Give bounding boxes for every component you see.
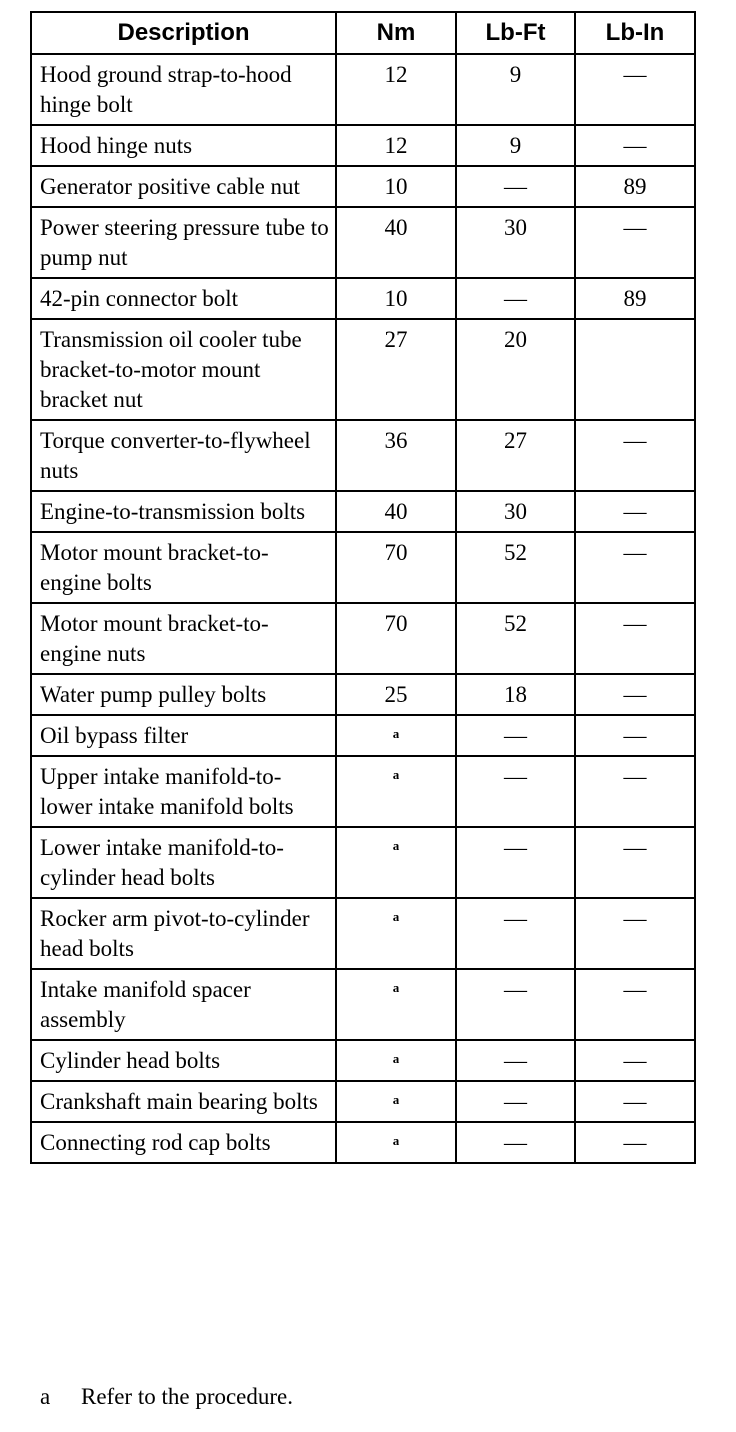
row-nm: 10 (336, 278, 456, 319)
table-row (31, 898, 695, 969)
row-description: Crankshaft main bearing bolts (31, 1081, 336, 1122)
row-description: Cylinder head bolts (31, 1040, 336, 1081)
row-lbin: — (575, 54, 695, 125)
table-row (31, 1040, 695, 1081)
row-nm: 12 (336, 54, 456, 125)
table-row (31, 1122, 695, 1163)
row-lbin: — (575, 491, 695, 532)
row-lbft: 30 (456, 491, 575, 532)
row-description: Power steering pressure tube to pump nut (31, 207, 336, 278)
row-description: 42-pin connector bolt (31, 278, 336, 319)
row-lbft: 52 (456, 532, 575, 603)
row-nm: 10 (336, 166, 456, 207)
row-lbft: — (456, 1122, 575, 1163)
row-description: Lower intake manifold-to-cylinder head bolts (31, 827, 336, 898)
row-lbin: — (575, 1040, 695, 1081)
row-lbin: — (575, 827, 695, 898)
row-description: Connecting rod cap bolts (31, 1122, 336, 1163)
row-lbft: — (456, 1040, 575, 1081)
row-description: Oil bypass filter (31, 715, 336, 756)
header-row (31, 12, 695, 54)
row-lbin: — (575, 532, 695, 603)
torque-spec-table (30, 11, 696, 1164)
table-row (31, 319, 695, 420)
row-description: Engine-to-transmission bolts (31, 491, 336, 532)
row-lbin: — (575, 756, 695, 827)
row-description: Hood ground strap-to-hood hinge bolt (31, 54, 336, 125)
row-lbin: — (575, 715, 695, 756)
row-lbin: — (575, 125, 695, 166)
header-nm: Nm (336, 12, 456, 54)
row-nm: 12 (336, 125, 456, 166)
row-nm: 40 (336, 491, 456, 532)
table-row (31, 54, 695, 125)
row-lbft: 52 (456, 603, 575, 674)
footnote-text: Refer to the procedure. (81, 1384, 294, 1409)
header-description: Description (31, 12, 336, 54)
table-row (31, 756, 695, 827)
row-description: Motor mount bracket-to-engine bolts (31, 532, 336, 603)
table-row (31, 827, 695, 898)
row-lbft: 30 (456, 207, 575, 278)
table-row (31, 603, 695, 674)
row-nm: 70 (336, 532, 456, 603)
row-nm: a (336, 969, 456, 1040)
row-nm: a (336, 1040, 456, 1081)
table-row (31, 532, 695, 603)
row-description: Generator positive cable nut (31, 166, 336, 207)
row-lbft: — (456, 166, 575, 207)
row-lbin: — (575, 1081, 695, 1122)
row-nm: 27 (336, 319, 456, 420)
row-lbin: — (575, 1122, 695, 1163)
table-row (31, 715, 695, 756)
row-lbin: — (575, 603, 695, 674)
footnote-mark: a (40, 1384, 51, 1409)
row-lbft: 9 (456, 54, 575, 125)
row-nm: a (336, 715, 456, 756)
table-row (31, 1081, 695, 1122)
row-nm: a (336, 756, 456, 827)
row-lbft: 20 (456, 319, 575, 420)
row-nm: 40 (336, 207, 456, 278)
row-description: Upper intake manifold-to-lower intake manifold bolts (31, 756, 336, 827)
header-lbft: Lb-Ft (456, 12, 575, 54)
row-lbft: — (456, 756, 575, 827)
row-nm: 25 (336, 674, 456, 715)
row-lbin: 89 (575, 166, 695, 207)
row-description: Water pump pulley bolts (31, 674, 336, 715)
row-lbft: 18 (456, 674, 575, 715)
row-lbft: — (456, 278, 575, 319)
row-nm: 70 (336, 603, 456, 674)
table-row (31, 207, 695, 278)
row-lbin: — (575, 898, 695, 969)
row-lbft: — (456, 715, 575, 756)
row-lbft: — (456, 827, 575, 898)
row-nm: 36 (336, 420, 456, 491)
row-description: Transmission oil cooler tube bracket-to-motor mount bracket nut (31, 319, 336, 420)
row-lbin: — (575, 674, 695, 715)
row-description: Motor mount bracket-to-engine nuts (31, 603, 336, 674)
row-lbft: 27 (456, 420, 575, 491)
table-row (31, 125, 695, 166)
row-lbft: 9 (456, 125, 575, 166)
table-row (31, 420, 695, 491)
row-nm: a (336, 898, 456, 969)
row-lbin: — (575, 969, 695, 1040)
row-description: Torque converter-to-flywheel nuts (31, 420, 336, 491)
table-row (31, 166, 695, 207)
table-body (31, 54, 695, 1163)
row-lbft: — (456, 969, 575, 1040)
row-lbin: 89 (575, 278, 695, 319)
row-nm: a (336, 1122, 456, 1163)
row-nm: a (336, 1081, 456, 1122)
table-row (31, 674, 695, 715)
row-lbin (575, 319, 695, 420)
row-description: Rocker arm pivot-to-cylinder head bolts (31, 898, 336, 969)
row-lbft: — (456, 898, 575, 969)
header-lbin: Lb-In (575, 12, 695, 54)
table-row (31, 491, 695, 532)
row-description: Intake manifold spacer assembly (31, 969, 336, 1040)
row-lbft: — (456, 1081, 575, 1122)
row-nm: a (336, 827, 456, 898)
table-row (31, 969, 695, 1040)
table-row (31, 278, 695, 319)
row-description: Hood hinge nuts (31, 125, 336, 166)
row-lbin: — (575, 420, 695, 491)
footnote (40, 1384, 293, 1410)
row-lbin: — (575, 207, 695, 278)
